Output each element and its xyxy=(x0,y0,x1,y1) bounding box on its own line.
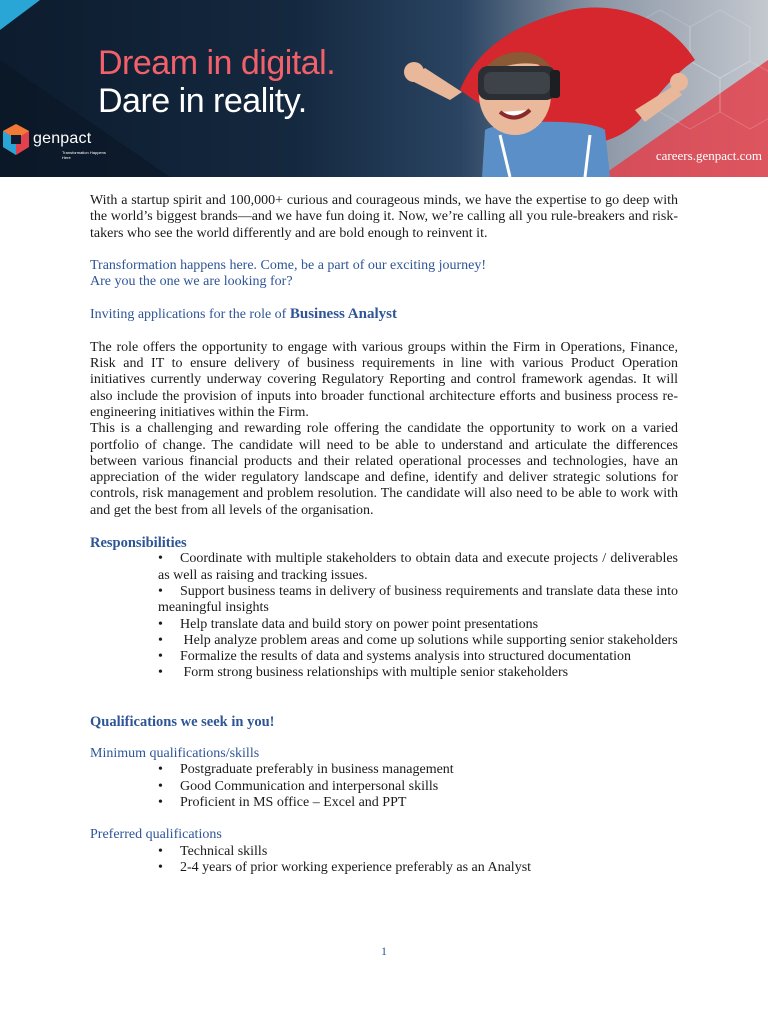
vr-headset-front xyxy=(484,72,550,94)
list-item xyxy=(158,779,678,795)
list-item xyxy=(158,649,678,665)
qualification-text: Postgraduate preferably in business management xyxy=(180,762,454,778)
child-vr-photo xyxy=(390,0,700,177)
transformation-line-1: Transformation happens here. Come, be a part of our exciting journey! xyxy=(90,257,487,273)
transformation-line-2: Are you the one we are looking for? xyxy=(90,274,293,290)
headline-line-1: Dream in digital. xyxy=(98,44,336,82)
list-item xyxy=(158,860,678,876)
list-item xyxy=(158,584,678,617)
page-number: 1 xyxy=(381,944,387,958)
list-item xyxy=(158,795,678,811)
responsibility-text: Coordinate with multiple stakeholders to obtain data and execute projects / deliverables as well as raising and tracking issues. xyxy=(158,551,678,583)
responsibility-text: Help analyze problem areas and come up solutions while supporting senior stakeholders xyxy=(180,632,678,648)
logo-tagline: Transformation Happens Here xyxy=(62,150,106,160)
qualification-text: Technical skills xyxy=(180,843,268,859)
responsibilities-list xyxy=(90,551,678,681)
qualification-text: Proficient in MS office – Excel and PPT xyxy=(180,794,407,810)
list-item xyxy=(158,762,678,778)
corner-accent xyxy=(0,0,40,30)
genpact-logo xyxy=(2,122,112,166)
bullet-icon: • xyxy=(158,632,163,648)
responsibilities-heading: Responsibilities xyxy=(90,535,187,552)
headline-line-2: Dare in reality. xyxy=(98,82,307,120)
bullet-icon: • xyxy=(158,794,163,810)
careers-link[interactable]: careers.genpact.com xyxy=(655,148,762,163)
right-fist xyxy=(670,73,688,91)
bullet-icon: • xyxy=(158,551,163,567)
preferred-qualifications-list xyxy=(90,844,678,877)
role-line xyxy=(90,306,678,323)
responsibility-text: Form strong business relationships with multiple senior stakeholders xyxy=(180,665,569,681)
bullet-icon: • xyxy=(158,665,163,681)
bullet-icon: • xyxy=(158,649,163,665)
header-banner xyxy=(0,0,768,177)
list-item xyxy=(158,665,678,681)
bullet-icon: • xyxy=(158,762,163,778)
list-item xyxy=(158,844,678,860)
bullet-icon: • xyxy=(158,843,163,859)
bullet-icon: • xyxy=(158,583,163,599)
description-paragraph-2: This is a challenging and rewarding role offering the candidate the opportunity to work on a varied portfolio of change. The candidate will need to be able to understand and articulate the differences between various financial products and their related operational processes and technologies, have an appreciation of the wider regulatory landscape and define, identify and deliver strategic solutions for controls, risk management and problem resolution. The candidate will also need to be able to work with and get the best from all levels of the organisation. xyxy=(90,421,678,518)
list-item xyxy=(158,633,678,649)
inviting-text: Inviting applications for the role of xyxy=(90,307,290,323)
responsibility-text: Help translate data and build story on power point presentations xyxy=(180,616,539,632)
bullet-icon: • xyxy=(158,616,163,632)
list-item xyxy=(158,551,678,584)
intro-paragraph: With a startup spirit and 100,000+ curious and courageous minds, we have the expertise to go deep with the world’s biggest brands—and we have fun doing it. Now, we’re calling all you rule-breakers and risk-takers who see the world differently and are bold enough to reinvent it. xyxy=(90,193,678,241)
left-fist xyxy=(404,62,424,82)
qualification-text: 2-4 years of prior working experience preferably as an Analyst xyxy=(180,859,532,875)
description-paragraph-1: The role offers the opportunity to engage with various groups within the Firm in Operations, Finance, Risk and IT to ensure delivery of business requirements in line with various Product Operation initiatives currently underway covering Regulatory Reporting and control framework agendas. It will also include the provision of inputs into broader functional architecture efforts and business process re-engineering initiatives within the Firm. xyxy=(90,339,678,420)
logo-wordmark: genpact xyxy=(33,130,92,147)
document-body xyxy=(90,193,678,876)
preferred-qualifications-heading: Preferred qualifications xyxy=(90,827,222,843)
bullet-icon: • xyxy=(158,778,163,794)
qualifications-heading: Qualifications we seek in you! xyxy=(90,713,275,730)
vr-headset-strap xyxy=(550,70,560,98)
banner-headline xyxy=(98,44,335,120)
role-title: Business Analyst xyxy=(289,306,397,323)
bullet-icon: • xyxy=(158,859,163,875)
list-item xyxy=(158,617,678,633)
qualification-text: Good Communication and interpersonal skills xyxy=(180,778,439,794)
responsibility-text: Formalize the results of data and systems analysis into structured documentation xyxy=(180,649,632,665)
minimum-qualifications-list xyxy=(90,762,678,811)
responsibility-text: Support business teams in delivery of business requirements and translate data these into meaningful insights xyxy=(158,583,678,616)
minimum-qualifications-heading: Minimum qualifications/skills xyxy=(90,746,260,762)
genpact-logo-icon xyxy=(2,122,32,158)
